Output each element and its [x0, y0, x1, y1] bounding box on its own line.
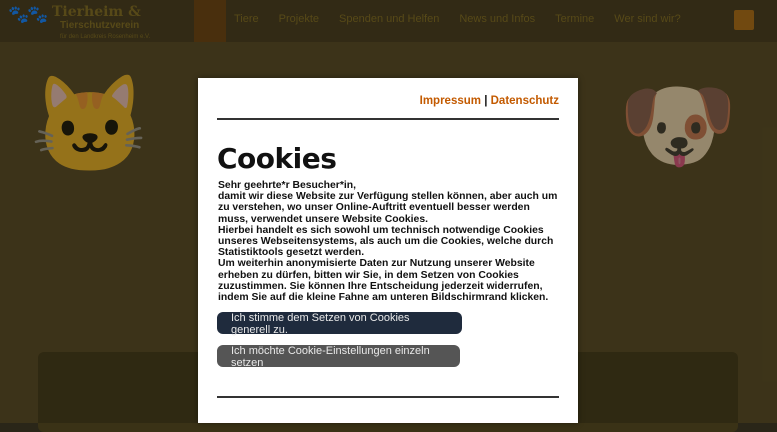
nav-item-termine[interactable]: Termine: [555, 13, 595, 25]
nav-item-tiere[interactable]: Tiere: [234, 13, 259, 25]
datenschutz-link[interactable]: Datenschutz: [490, 95, 559, 107]
logo-subtitle: Tierschutzverein: [60, 20, 140, 31]
dog-illustration-icon: 🐶: [618, 72, 738, 179]
body-paragraph-3: Um weiterhin anonymisierte Daten zur Nutzung unserer Website erheben zu dürfen, bitten wir Sie, in dem Setzen von Cookies zuzustimmen. Sie können Ihre Entscheidung jederzeit widerrufen, indem Sie auf die kleine Fahne am unteren Bildschirmrand klicken.: [218, 258, 549, 304]
impressum-link[interactable]: Impressum: [419, 95, 481, 107]
logo-tagline: für den Landkreis Rosenheim e.V.: [60, 34, 151, 40]
cat-illustration-icon: 🐱: [30, 72, 150, 179]
cookie-consent-dialog: [198, 78, 578, 423]
individual-cookie-settings-button[interactable]: Ich möchte Cookie-Einstellungen einzeln setzen: [217, 345, 460, 367]
dialog-title: Cookies: [217, 142, 337, 175]
nav-item-projekte[interactable]: Projekte: [278, 13, 320, 25]
greeting-text: Sehr geehrte*r Besucher*in,: [218, 180, 357, 191]
nav-item-wer-sind-wir[interactable]: Wer sind wir?: [614, 13, 681, 25]
dialog-body: [218, 180, 560, 303]
body-paragraph-1: damit wir diese Website zur Verfügung stellen können, aber auch um zu verstehen, wo unser Online-Auftritt eventuell besser werden muss, verwendet unsere Website Cookies.: [218, 191, 558, 225]
body-paragraph-2: Hierbei handelt es sich sowohl um technisch notwendige Cookies unseres Webseitensystems, als auch um die Cookies, welche durch Statistiktools gesetzt werden.: [218, 224, 554, 259]
link-separator: |: [484, 95, 488, 107]
divider-bottom: [217, 396, 559, 398]
nav-item-spenden[interactable]: Spenden und Helfen: [339, 13, 440, 25]
accept-all-cookies-button[interactable]: Ich stimme dem Setzen von Cookies generell zu.: [217, 312, 462, 334]
nav-item-news[interactable]: News und Infos: [459, 13, 536, 25]
logo-title: Tierheim &: [52, 4, 141, 20]
divider-top: [217, 118, 559, 120]
legal-links: [420, 95, 559, 107]
paw-logo-icon: 🐾🐾: [8, 5, 47, 24]
